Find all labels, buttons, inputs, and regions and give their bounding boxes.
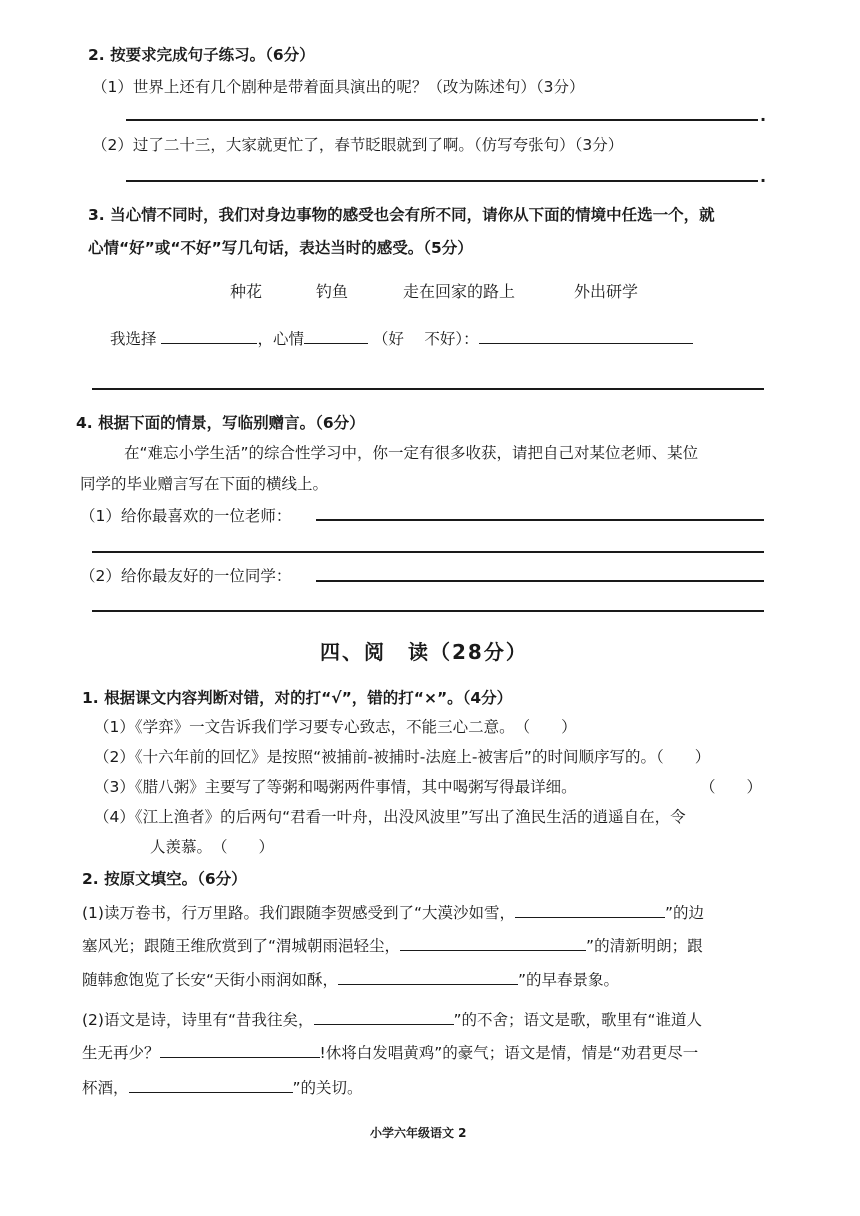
r2-text: 塞风光；跟随王维欣赏到了“渭城朝雨浥轻尘，: [82, 937, 401, 955]
r2-p1-line-2: [82, 934, 703, 957]
r2-text: ”的不舍；语文是歌，歌里有“谁道人: [453, 1011, 703, 1029]
q3-option-4: 外出研学: [574, 282, 639, 301]
r2-text: 杯酒，: [82, 1079, 129, 1097]
q3-choose-row: [110, 327, 693, 350]
q4-teacher-label: （1）给你最喜欢的一位老师：: [80, 507, 292, 525]
q3-feeling-blank[interactable]: [479, 327, 693, 344]
r1-item-2: （2）《十六年前的回忆》是按照“被捕前-被捕时-法庭上-被害后”的时间顺序写的。（ ）: [94, 748, 711, 766]
r1-item-4-line-2: 人羡慕。 （ ）: [150, 838, 275, 856]
period-mark: .: [760, 167, 767, 186]
r1-item-1: （1）《学弈》一文告诉我们学习要专心致志，不能三心二意。 （ ）: [94, 718, 577, 736]
r2-text: ”的清新明朗；跟: [586, 937, 703, 955]
r2-blank-6[interactable]: [129, 1076, 293, 1093]
q3-option-1: 种花: [230, 282, 263, 301]
page-footer: 小学六年级语文 2: [370, 1126, 467, 1140]
q4-classmate-label: （2）给你最友好的一位同学：: [80, 567, 292, 585]
q3-answer-line[interactable]: [92, 388, 764, 390]
r2-text: ”的边: [665, 904, 705, 922]
q4-classmate-line-1[interactable]: [316, 580, 764, 582]
r2-p1-line-3: [82, 968, 619, 991]
r2-text: 随韩愈饱览了长安“天街小雨润如酥，: [82, 971, 339, 989]
r1-item-3-answer[interactable]: （ ）: [700, 778, 763, 796]
q4-teacher-line-2[interactable]: [92, 551, 764, 553]
r2-blank-1[interactable]: [515, 901, 665, 918]
r2-blank-5[interactable]: [160, 1041, 320, 1058]
section-title: 四、阅 读（28分）: [320, 640, 528, 664]
q2-sentence-2: （2）过了二十三，大家就更忙了，春节眨眼就到了啊。（仿写夸张句）（3分）: [92, 136, 624, 154]
q3-option-2: 钓鱼: [316, 282, 349, 301]
r2-blank-3[interactable]: [338, 968, 518, 985]
r2-title: 2. 按原文填空。（6分）: [82, 870, 247, 888]
q4-classmate-line-2[interactable]: [92, 610, 764, 612]
r2-p1-line-1: [82, 901, 704, 924]
q4-title: 4. 根据下面的情景，写临别赠言。（6分）: [76, 414, 365, 432]
q2-answer-line-1[interactable]: [126, 119, 758, 121]
r2-p2-line-1: [82, 1008, 702, 1031]
q3-title-line-2: 心情“好”或“不好”写几句话，表达当时的感受。（5分）: [88, 239, 473, 257]
r2-p2-line-2: [82, 1041, 698, 1064]
q2-answer-line-2[interactable]: [126, 180, 758, 182]
q3-mood-options: （好 不好）：: [372, 330, 479, 348]
r2-text: !休将白发唱黄鸡”的豪气；语文是情，情是“劝君更尽一: [319, 1044, 699, 1062]
q3-title-line-1: 3. 当心情不同时，我们对身边事物的感受也会有所不同，请你从下面的情境中任选一个，就: [88, 206, 715, 224]
q4-desc-line-2: 同学的毕业赠言写在下面的横线上。: [80, 475, 329, 493]
r2-text: (1)读万卷书，行万里路。我们跟随李贺感受到了“大漠沙如雪，: [82, 904, 515, 922]
q3-choose-label: 我选择: [110, 330, 157, 348]
q4-desc-line-1: 在“难忘小学生活”的综合性学习中，你一定有很多收获，请把自己对某位老师、某位: [124, 444, 699, 462]
r2-p2-line-3: [82, 1076, 363, 1099]
q3-option-3: 走在回家的路上: [403, 282, 516, 301]
r2-text: 生无再少？: [82, 1044, 160, 1062]
r2-text: ”的早春景象。: [518, 971, 620, 989]
r2-blank-4[interactable]: [314, 1008, 454, 1025]
q3-mood-blank[interactable]: [304, 327, 368, 344]
r2-text: ”的关切。: [292, 1079, 363, 1097]
period-mark: .: [760, 106, 767, 125]
q4-teacher-line-1[interactable]: [316, 519, 764, 521]
r2-text: (2)语文是诗，诗里有“昔我往矣，: [82, 1011, 314, 1029]
q2-sentence-1: （1）世界上还有几个剧种是带着面具演出的呢？（改为陈述句）（3分）: [92, 78, 585, 96]
r1-item-4-line-1: （4）《江上渔者》的后两句“君看一叶舟，出没风波里”写出了渔民生活的逍遥自在，令: [94, 808, 686, 826]
r2-blank-2[interactable]: [400, 934, 586, 951]
q3-scene-blank[interactable]: [161, 327, 257, 344]
r1-title: 1. 根据课文内容判断对错，对的打“√”，错的打“×”。（4分）: [82, 689, 513, 707]
q2-title: 2. 按要求完成句子练习。（6分）: [88, 46, 315, 64]
r1-item-3: （3）《腊八粥》主要写了等粥和喝粥两件事情，其中喝粥写得最详细。: [94, 778, 577, 796]
q3-mood-label: ，心情: [257, 330, 304, 348]
